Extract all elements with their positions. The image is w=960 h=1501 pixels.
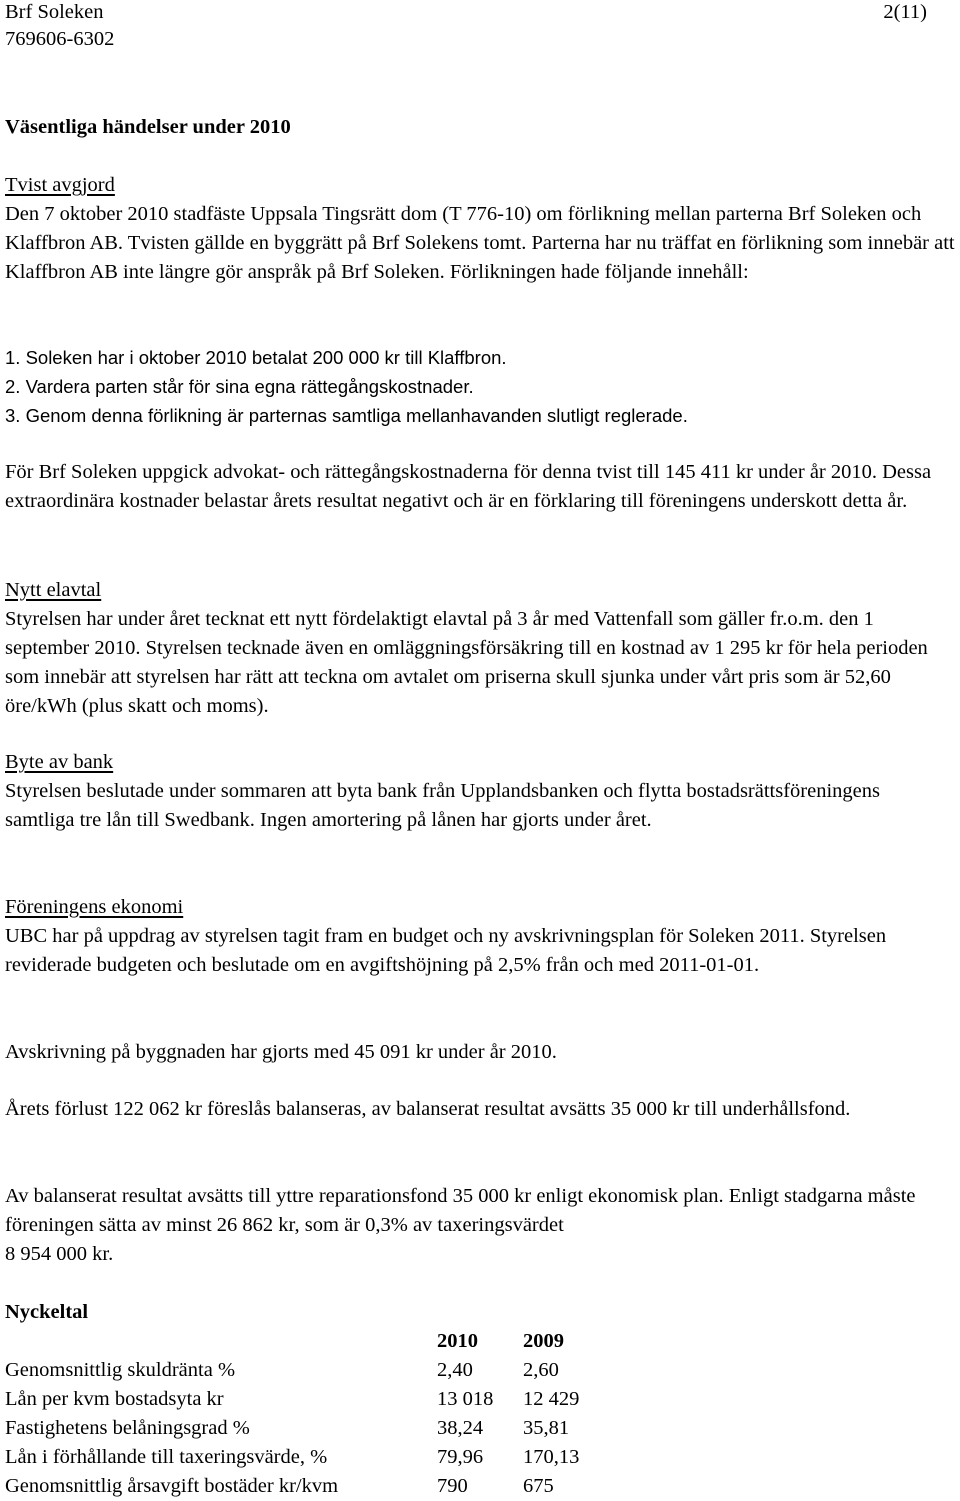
kpi-column-label [5,1327,437,1356]
electricity-section [5,576,955,721]
loss-paragraph: Årets förlust 122 062 kr föreslås balanseras, av balanserat resultat avsätts 35 000 kr till underhållsfond. [5,1098,851,1120]
bank-text: Styrelsen beslutade under sommaren att byta bank från Upplandsbanken och flytta bostadsrättsföreningens samtliga tre lån till Swedbank. Ingen amortering på lånen har gjorts under året. [5,780,880,831]
kpi-column-2010: 2010 [437,1330,478,1352]
kpi-row-label: Lån i förhållande till taxeringsvärde, % [5,1446,328,1468]
kpi-value-2010: 38,24 [437,1417,484,1439]
kpi-row-label: Fastighetens belåningsgrad % [5,1417,250,1439]
economy-heading: Föreningens ekonomi [5,896,184,918]
kpi-value-2009: 675 [523,1475,554,1497]
kpi-row [5,1443,613,1472]
settlement-item-1: 1. Soleken har i oktober 2010 betalat 200 000 kr till Klaffbron. [5,347,507,368]
electricity-heading: Nytt elavtal [5,579,102,601]
kpi-header-row [5,1327,613,1356]
kpi-value-2009: 35,81 [523,1417,570,1439]
kpi-row-label: Genomsnittlig skuldränta % [5,1359,236,1381]
dispute-intro [5,200,955,287]
reserve-text: Av balanserat resultat avsätts till yttre reparationsfond 35 000 kr enligt ekonomisk plan. Enligt stadgarna måste föreningen sätta av minst 26 862 kr, som är 0,3% av taxeringsvärdet [5,1185,916,1236]
page-header [5,0,927,56]
section-title: Väsentliga händelser under 2010 [5,116,291,138]
dispute-costs-paragraph: För Brf Soleken uppgick advokat- och rättegångskostnaderna för denna tvist till 145 411 kr under år 2010. Dessa extraordinära kostnader belastar årets resultat negativt och är en förklaring till föreningens underskott detta år. [5,461,932,512]
depreciation-paragraph: Avskrivning på byggnaden har gjorts med 45 091 kr under år 2010. [5,1041,557,1063]
kpi-value-2010: 79,96 [437,1446,484,1468]
kpi-value-2010: 13 018 [437,1388,494,1410]
page-indicator: 2(11) [883,1,927,23]
kpi-column-2009: 2009 [523,1330,564,1352]
economy-section [5,893,955,980]
bank-heading: Byte av bank [5,751,114,773]
reserve-amount: 8 954 000 kr. [5,1243,114,1265]
kpi-row [5,1385,613,1414]
bank-section [5,748,955,835]
kpi-value-2009: 2,60 [523,1359,559,1381]
kpi-value-2010: 2,40 [437,1359,473,1381]
settlement-item-3: 3. Genom denna förlikning är parternas samtliga mellanhavanden slutligt reglerade. [5,405,688,426]
settlement-list [5,343,955,430]
dispute-heading: Tvist avgjord [5,174,115,196]
dispute-intro-text: Den 7 oktober 2010 stadfäste Uppsala Tingsrätt dom (T 776-10) om förlikning mellan parterna Brf Soleken och Klaffbron AB. Tvisten gällde en byggrätt på Brf Solekens tomt. Parterna har nu träffat en förlikning som innebär att Klaffbron AB inte längre gör anspråk på Brf Soleken. Förlikningen hade följande innehåll: [5,203,955,283]
kpi-row [5,1472,613,1501]
electricity-text: Styrelsen har under året tecknat ett nytt fördelaktigt elavtal på 3 år med Vattenfall som gäller fr.o.m. den 1 september 2010. Styrelsen tecknade även en omläggningsförsäkring till en kostnad av 1 295 kr för hela perioden som innebär att styrelsen har rätt att teckna om avtalet om priserna skull sjunka under vårt pris som är 52,60 öre/kWh (plus skatt och moms). [5,608,928,717]
kpi-row-label: Genomsnittlig årsavgift bostäder kr/kvm [5,1475,339,1497]
kpi-row [5,1356,613,1385]
kpi-value-2009: 12 429 [523,1388,580,1410]
kpi-heading: Nyckeltal [5,1301,89,1323]
economy-text: UBC har på uppdrag av styrelsen tagit fram en budget och ny avskrivningsplan för Soleken 2011. Styrelsen reviderade budgeten och beslutade om en avgiftshöjning på 2,5% från och med 2011-01-01. [5,925,887,976]
kpi-value-2009: 170,13 [523,1446,580,1468]
dispute-section [5,171,955,287]
kpi-table [5,1327,613,1501]
reserve-section [5,1182,955,1269]
kpi-value-2010: 790 [437,1475,468,1497]
settlement-item-2: 2. Vardera parten står för sina egna rättegångskostnader. [5,376,474,397]
organization-name: Brf Soleken [5,1,104,23]
kpi-row [5,1414,613,1443]
organization-number: 769606-6302 [5,28,115,50]
kpi-row-label: Lån per kvm bostadsyta kr [5,1388,224,1410]
